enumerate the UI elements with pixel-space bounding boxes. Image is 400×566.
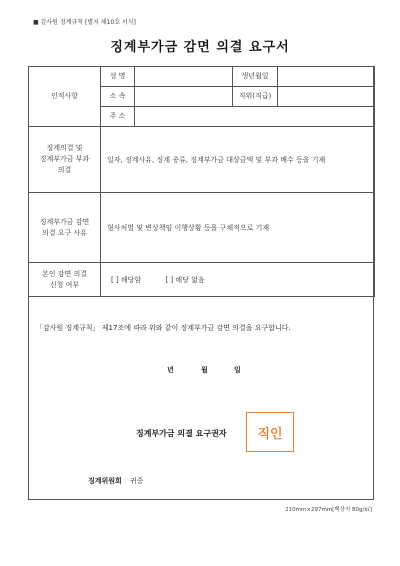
personal-info-label: 인적사항 <box>29 67 101 127</box>
reason-label-line2: 의결 요구 사유 <box>41 228 88 237</box>
committee-name: 징계위원회 <box>88 477 122 485</box>
decision-label-line1: 징계의결 및 <box>46 144 83 152</box>
option-not-applicable-checkbox[interactable]: [ ] 해당 없음 <box>165 275 205 284</box>
date-month: 월 <box>201 366 208 374</box>
position-label: 직위(직급) <box>233 87 278 107</box>
dob-field[interactable] <box>278 67 375 87</box>
addressee <box>88 476 143 486</box>
page-title: 징계부가금 감면 의결 요구서 <box>110 40 290 55</box>
consent-options <box>101 263 375 297</box>
reason-label-line1: 징계부가금 감면 <box>39 217 90 226</box>
official-seal-box <box>246 412 294 452</box>
department-field[interactable] <box>135 87 233 107</box>
address-field[interactable] <box>135 107 375 127</box>
legal-statement: 「감사원 징계규칙」 제17조에 따라 위와 같이 징계부가금 감면 의결을 요구합니다. <box>36 324 291 332</box>
decision-label-line3: 의결 <box>57 166 72 174</box>
department-label: 소 속 <box>101 87 135 107</box>
form-reference: ■ 감사원 징계규칙 [별지 제10호 서식] <box>33 19 136 26</box>
seal-label: 직인 <box>257 426 283 442</box>
consent-label-line2: 신청 여부 <box>49 280 80 289</box>
decision-label <box>29 127 101 193</box>
requester-label: 징계부가금 의결 요구권자 <box>136 429 227 438</box>
address-label: 주 소 <box>101 107 135 127</box>
name-field[interactable] <box>135 67 233 87</box>
form-table <box>28 66 375 297</box>
decision-label-line2: 징계부가금 부과 <box>39 155 90 163</box>
date-day: 일 <box>234 366 241 374</box>
dob-label: 생년월일 <box>233 67 278 87</box>
addressee-suffix: 귀중 <box>129 477 144 485</box>
name-label: 성 명 <box>101 67 135 87</box>
consent-label-line1: 본인 감면 의결 <box>41 269 88 278</box>
position-field[interactable] <box>278 87 375 107</box>
reason-field[interactable]: 형사처벌 및 변상책임 이행상황 등을 구체적으로 기재 <box>101 193 375 263</box>
paper-size-note: 210mm×297mm[백상지 80g/㎡] <box>285 507 372 513</box>
option-applicable-checkbox[interactable]: [ ] 해당함 <box>111 275 142 284</box>
consent-label <box>29 263 101 297</box>
decision-field[interactable]: 일자, 징계사유, 징계 종류, 징계부가금 대상금액 및 부과 배수 등을 기재 <box>101 127 375 193</box>
reason-label <box>29 193 101 263</box>
date-year: 년 <box>167 366 174 374</box>
